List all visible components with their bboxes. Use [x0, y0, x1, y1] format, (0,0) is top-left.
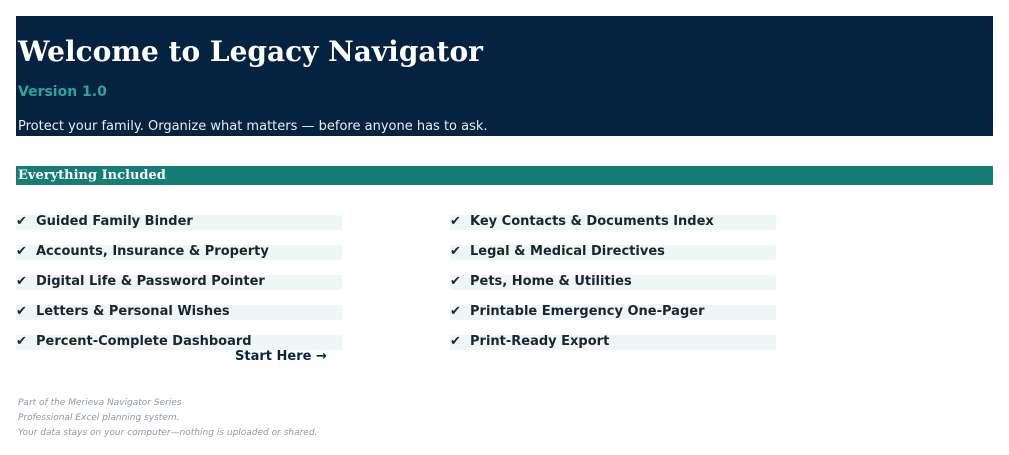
feature-label: Legal & Medical Directives [470, 244, 665, 259]
feature-item [16, 245, 342, 260]
start-here-link[interactable]: Start Here → [235, 349, 327, 364]
section-title: Everything Included [18, 168, 166, 183]
section-header-everything-included [16, 166, 993, 185]
checkmark-icon: ✔ [16, 274, 27, 289]
feature-label: Key Contacts & Documents Index [470, 214, 714, 229]
feature-item [450, 275, 776, 290]
feature-label: Guided Family Binder [36, 214, 193, 229]
feature-item [16, 335, 342, 350]
checkmark-icon: ✔ [450, 214, 461, 229]
feature-label: Percent-Complete Dashboard [36, 334, 252, 349]
checkmark-icon: ✔ [16, 244, 27, 259]
footer-product-note: Professional Excel planning system. [18, 413, 180, 423]
checkmark-icon: ✔ [16, 334, 27, 349]
footer-privacy-note: Your data stays on your computer—nothing is uploaded or shared. [18, 428, 318, 438]
checkmark-icon: ✔ [450, 304, 461, 319]
feature-label: Printable Emergency One-Pager [470, 304, 705, 319]
feature-item [16, 275, 342, 290]
feature-item [450, 245, 776, 260]
feature-item [450, 215, 776, 230]
feature-item [450, 305, 776, 320]
page-title: Welcome to Legacy Navigator [18, 35, 483, 68]
checkmark-icon: ✔ [450, 244, 461, 259]
feature-label: Letters & Personal Wishes [36, 304, 230, 319]
footer-series-note: Part of the Merieva Navigator Series [18, 398, 182, 408]
header-banner [16, 16, 993, 136]
feature-item [450, 335, 776, 350]
feature-label: Print-Ready Export [470, 334, 610, 349]
tagline: Protect your family. Organize what matters — before anyone has to ask. [18, 119, 488, 134]
feature-label: Pets, Home & Utilities [470, 274, 632, 289]
version-label: Version 1.0 [18, 84, 107, 100]
checkmark-icon: ✔ [450, 274, 461, 289]
feature-label: Accounts, Insurance & Property [36, 244, 269, 259]
feature-item [16, 215, 342, 230]
feature-label: Digital Life & Password Pointer [36, 274, 265, 289]
feature-item [16, 305, 342, 320]
checkmark-icon: ✔ [16, 304, 27, 319]
checkmark-icon: ✔ [450, 334, 461, 349]
checkmark-icon: ✔ [16, 214, 27, 229]
